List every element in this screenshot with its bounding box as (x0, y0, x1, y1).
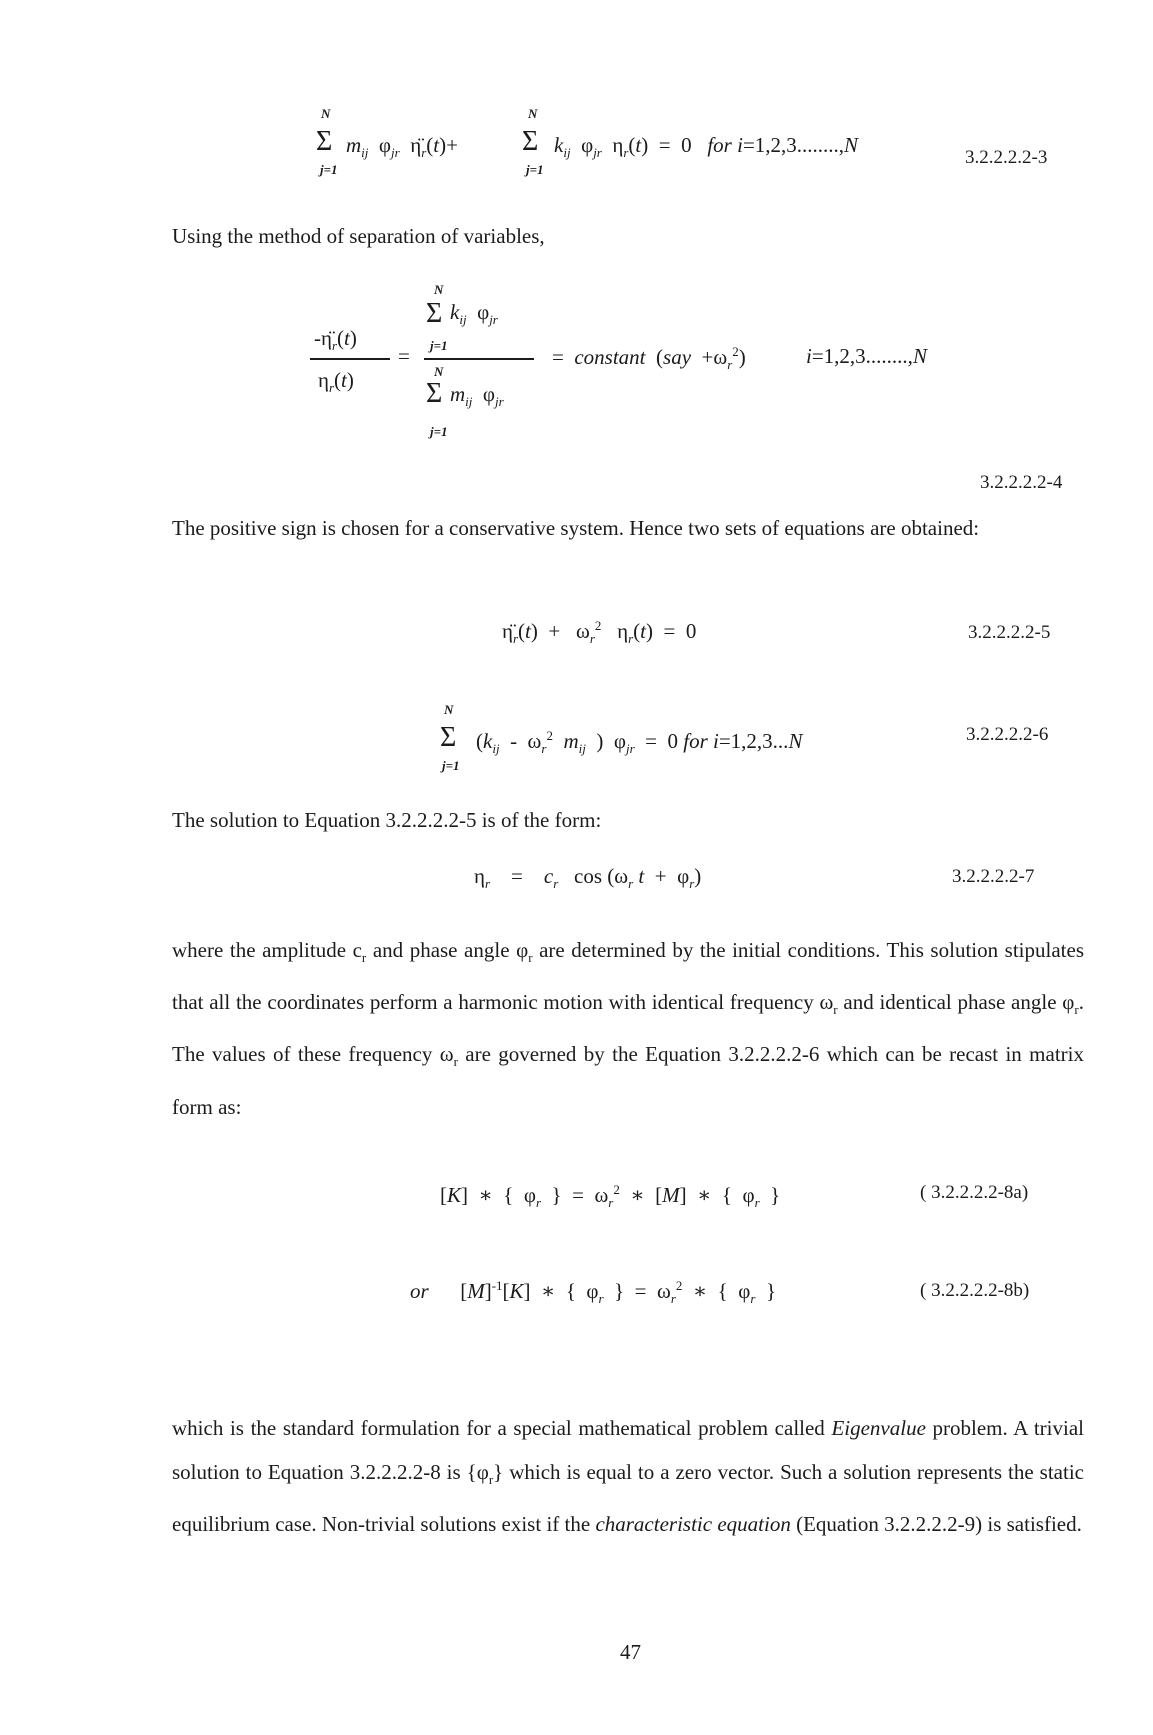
equation-number: 3.2.2.2.2-5 (968, 622, 1051, 643)
equation-3-2-2-2-2-3: N Σ j=1 $m_{ij}$ $\varphi_{jr}$ $\etä_r(t)+$ N Σ j=1 $k_{ij}$ $\varphi_{jr}$ $\eta_r(t) = 0$ for i=1,2,3........,N (316, 106, 859, 177)
equation-number: 3.2.2.2.2-7 (952, 866, 1035, 887)
equation-3-2-2-2-2-5: $\etä_r(t) + \omega_r^2$ $\eta_r(t) = 0$ (502, 618, 697, 647)
equation-3-2-2-2-2-7: $\eta_r$ = $c_r$ $\cos (\omega_r$ $t + \varphi_r$) (474, 864, 702, 892)
paragraph: The solution to Equation 3.2.2.2.2-5 is of the form: (172, 808, 602, 832)
equation-number: 3.2.2.2.2-4 (980, 472, 1063, 493)
paragraph: where the amplitude $c_r$ and phase angle $\varphi_r$ are determined by the initial conditions. This solution stipulates that all the coordinates perform a harmonic motion with identical frequency $\omega_r$ and identical phase angle $\varphi_r$. The values of these frequency $\omega_r$ are governed by the Equation 3.2.2.2.2-6 which can be recast in matrix form as: (172, 938, 1084, 1119)
equation-3-2-2-2-2-6: N Σ j=1 ($k_{ij} - \omega_r^2$ $m_{ij}$ ) $\varphi_{jr} = 0$ for i=1,2,3...N (440, 702, 803, 773)
equation-3-2-2-2-2-8a: [K] ∗ { $\varphi_r$ } = $\omega_r^2$ ∗ [M] ∗ { $\varphi_r$ } (440, 1182, 781, 1211)
paragraph: Using the method of separation of variables, (172, 224, 545, 248)
equation-3-2-2-2-2-8b: or $[M]^{-1}[K]$ ∗ { $\varphi_r$ } = $\omega_r^2$ ∗ { $\varphi_r$ } (410, 1278, 777, 1307)
equation-number: 3.2.2.2.2-6 (966, 724, 1049, 745)
equation-number: ( 3.2.2.2.2-8b) (920, 1280, 1030, 1301)
page-number: 47 (620, 1640, 641, 1664)
paragraph: which is the standard formulation for a special mathematical problem called Eigenvalue problem. A trivial solution to Equation 3.2.2.2.2-8 is $\{\varphi_r\}$ which is equal to a zero vector. Such a solution represents the static equilibrium case. Non-trivial solutions exist if the characteristic equation (Equation 3.2.2.2.2-9) is satisfied. (172, 1416, 1085, 1537)
paragraph: The positive sign is chosen for a conservative system. Hence two sets of equations are obtained: (172, 516, 980, 540)
equation-3-2-2-2-2-4: $-\etä_r(t)$ $\eta_r(t)$ = N Σ $k_{ij}$ $\varphi_{jr}$ j=1 N Σ $m_{ij}$ $\varphi_{jr}$ j=1 = constant $(say +\omega_r^2)$ i=1,2,3........,N (310, 278, 970, 448)
equation-number: ( 3.2.2.2.2-8a) (920, 1182, 1029, 1203)
equation-number: 3.2.2.2.2-3 (965, 147, 1048, 168)
